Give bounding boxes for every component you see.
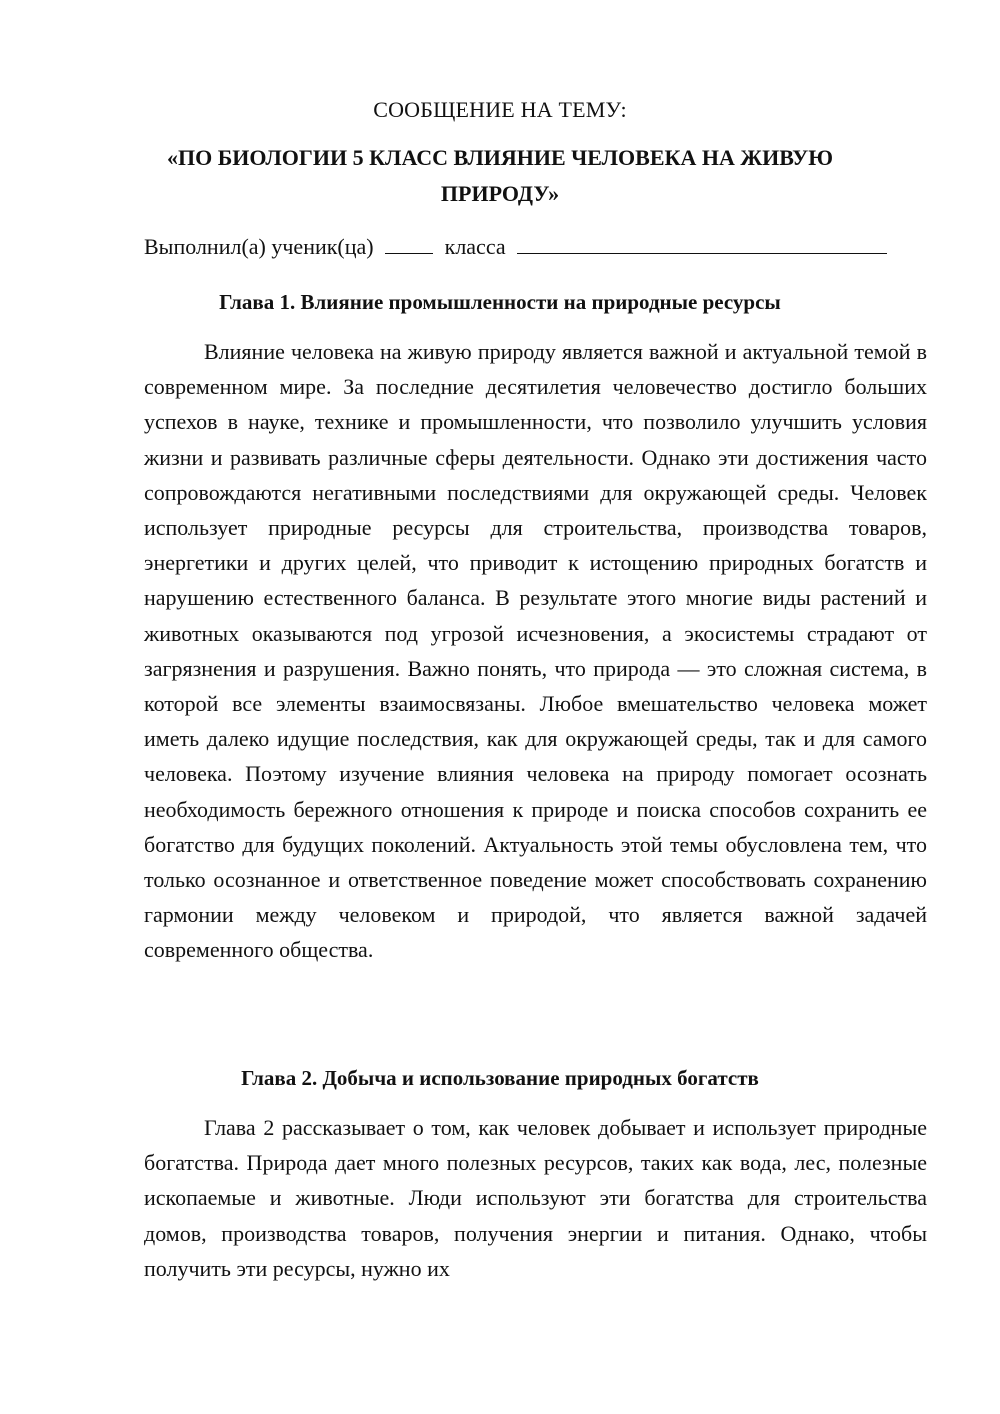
name-blank-field [517,233,887,254]
document-kicker: СООБЩЕНИЕ НА ТЕМУ: [373,97,627,122]
chapter-1-paragraph: Влияние человека на живую природу является важной и актуальной темой в современном мире. За последние десятилетия человечество достигло больших успехов в науке, технике и промышленности, что позволило улучшить условия жизни и развивать различные сферы деятельности. Однако эти достижения часто сопровождаются негативными последствиями для окружающей среды. Человек использует природные ресурсы для строительства, производства товаров, энергетики и других целей, что приводит к истощению природных богатств и нарушению естественного баланса. В результате этого многие виды растений и животных оказываются под угрозой исчезновения, а экосистемы страдают от загрязнения и разрушения. Важно понять, что природа — это сложная система, в которой все элементы взаимосвязаны. Любое вмешательство человека может иметь далеко идущие последствия, как для окружающей среды, так и для самого человека. Поэтому изучение влияния человека на природу помогает осознать необходимость бережного отношения к природе и поиска способов сохранить ее богатство для будущих поколений. Актуальность этой темы обусловлена тем, что только осознанное и ответственное поведение может способствовать сохранению гармонии между человеком и природой, что является важной задачей современного общества. [144,339,927,963]
author-line [144,233,934,261]
author-class-label: класса [444,234,506,259]
author-prefix: Выполнил(а) ученик(ца) [144,234,374,259]
chapter-1-heading: Глава 1. Влияние промышленности на природные ресурсы [219,290,781,314]
chapter-2-heading: Глава 2. Добыча и использование природных богатств [241,1066,759,1090]
chapter-2-paragraph: Глава 2 рассказывает о том, как человек добывает и использует природные богатства. Природа дает много полезных ресурсов, таких как вода, лес, полезные ископаемые и животные. Люди используют эти богатства для строительства домов, производства товаров, получения энергии и питания. Однако, чтобы получить эти ресурсы, нужно их [144,1115,927,1281]
grade-blank-field [385,233,433,254]
document-title: «ПО БИОЛОГИИ 5 КЛАСС ВЛИЯНИЕ ЧЕЛОВЕКА НА ЖИВУЮ ПРИРОДУ» [166,145,834,206]
